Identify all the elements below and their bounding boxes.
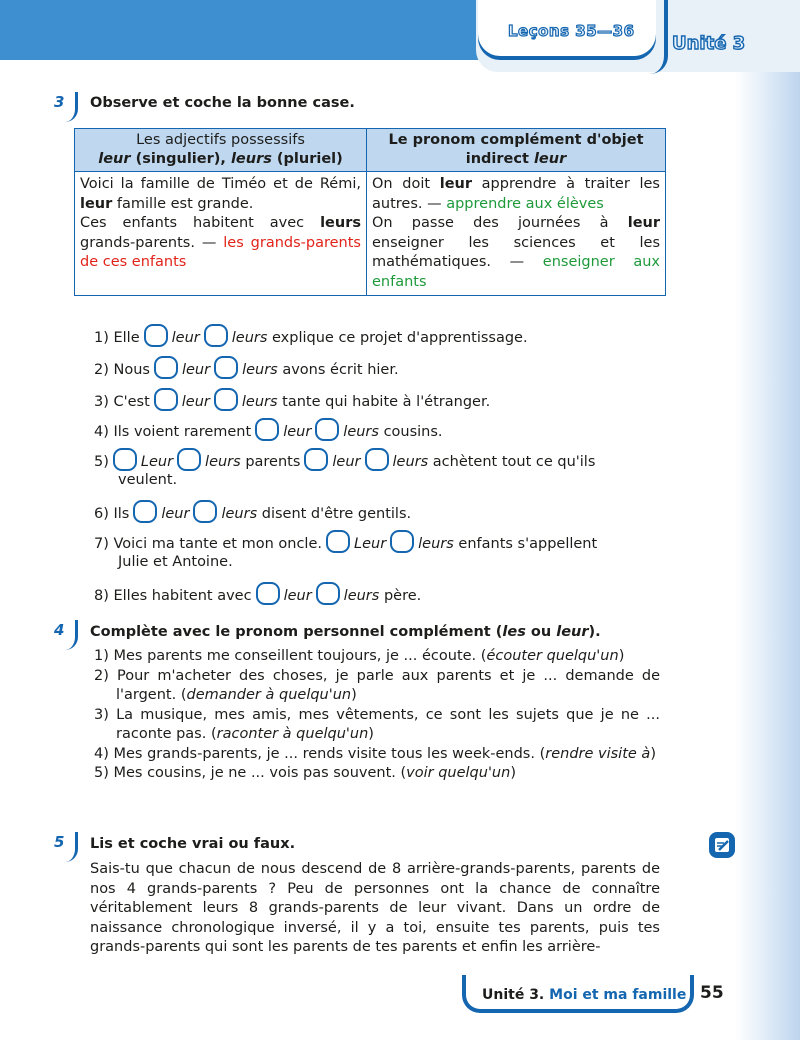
checkbox[interactable] [133, 500, 157, 523]
ex4-line-5: 5) Mes cousins, je ne ... vois pas souvent. (voir quelqu'un) [94, 765, 516, 781]
footer [462, 975, 694, 1011]
table-cell-pronom: On doit leur apprendre à traiter les autres. — apprendre aux élèves On passe des journées à leur enseigner les sciences et les mathématiques. — enseigner aux enfants [367, 172, 666, 296]
checkbox[interactable] [144, 324, 168, 347]
item-7-cont: Julie et Antoine. [118, 554, 233, 570]
item-5-cont: veulent. [118, 472, 178, 488]
checkbox[interactable] [256, 582, 280, 605]
checkbox[interactable] [316, 582, 340, 605]
item-1: 1) Elle leur leurs explique ce projet d'apprentissage. [94, 324, 528, 348]
table-header-1: Les adjectifs possessifs leur (singulier), leurs (pluriel) [75, 129, 367, 172]
item-5: 5) Leur leurs parents leur leurs achètent tout ce qu'ils [94, 448, 595, 472]
checkbox[interactable] [177, 448, 201, 471]
exercise-5-number: 5 [46, 832, 80, 862]
checkbox[interactable] [390, 530, 414, 553]
unite-text: Unité 3 [672, 33, 746, 54]
ex4-line-4: 4) Mes grands-parents, je ... rends visite tous les week-ends. (rendre visite à) [94, 745, 656, 762]
item-4: 4) Ils voient rarement leur leurs cousins. [94, 418, 443, 442]
grammar-table [74, 128, 666, 296]
side-gradient [735, 0, 800, 1040]
checkbox[interactable] [154, 356, 178, 379]
checkbox[interactable] [214, 356, 238, 379]
ex4-line-3: 3) La musique, mes amis, mes vêtements, ce sont les sujets que je ne ... raconte pas. (raconter à quelqu'un) [94, 706, 660, 742]
exercise-3-number: 3 [46, 92, 80, 122]
exercise-4-title: Complète avec le pronom personnel complément (les ou leur). [90, 624, 601, 640]
page-number: 55 [700, 983, 724, 1003]
checkbox[interactable] [315, 418, 339, 441]
checkbox[interactable] [204, 324, 228, 347]
checkbox[interactable] [214, 388, 238, 411]
footer-text: Unité 3. Moi et ma famille [482, 987, 687, 1003]
lecons-text: Leçons 35—36 [508, 22, 635, 40]
item-3: 3) C'est leur leurs tante qui habite à l'étranger. [94, 388, 490, 412]
table-header-2: Le pronom complément d'objet indirect leur [367, 129, 666, 172]
checkbox[interactable] [154, 388, 178, 411]
ex4-line-1: 1) Mes parents me conseillent toujours, je ... écoute. (écouter quelqu'un) [94, 648, 625, 664]
notebook-icon [707, 830, 737, 860]
checkbox[interactable] [193, 500, 217, 523]
exercise-3-title: Observe et coche la bonne case. [90, 95, 355, 111]
item-6: 6) Ils leur leurs disent d'être gentils. [94, 500, 411, 524]
item-2: 2) Nous leur leurs avons écrit hier. [94, 356, 399, 380]
exercise-5-title: Lis et coche vrai ou faux. [90, 836, 296, 852]
checkbox[interactable] [255, 418, 279, 441]
unite-tab [650, 0, 800, 74]
item-7: 7) Voici ma tante et mon oncle. Leur leurs enfants s'appellent [94, 530, 597, 554]
exercise-5-text: Sais-tu que chacun de nous descend de 8 arrière-grands-parents, parents de nos 4 grands-parents ? Peu de personnes ont la chance de connaître véritablement leurs 8 grands-parents de leur vivant. Dans un ordre de naissance chronologique inversé, il y a toi, ensuite tes parents, puis tes grands-parents qui sont les parents de tes parents et enfin les arrière- [90, 861, 660, 955]
table-cell-adjectifs: Voici la famille de Timéo et de Rémi, leur famille est grande. Ces enfants habitent avec leurs grands-parents. — les grands-parents de ces enfants [75, 172, 367, 296]
ex4-line-2: 2) Pour m'acheter des choses, je parle aux parents et je ... demande de l'argent. (demander à quelqu'un) [94, 667, 660, 703]
checkbox[interactable] [365, 448, 389, 471]
exercise-4-number: 4 [46, 620, 80, 650]
exercise-4-lines [94, 647, 660, 784]
item-8: 8) Elles habitent avec leur leurs père. [94, 582, 421, 606]
lecons-label [478, 0, 656, 56]
checkbox[interactable] [113, 448, 137, 471]
checkbox[interactable] [326, 530, 350, 553]
checkbox[interactable] [304, 448, 328, 471]
